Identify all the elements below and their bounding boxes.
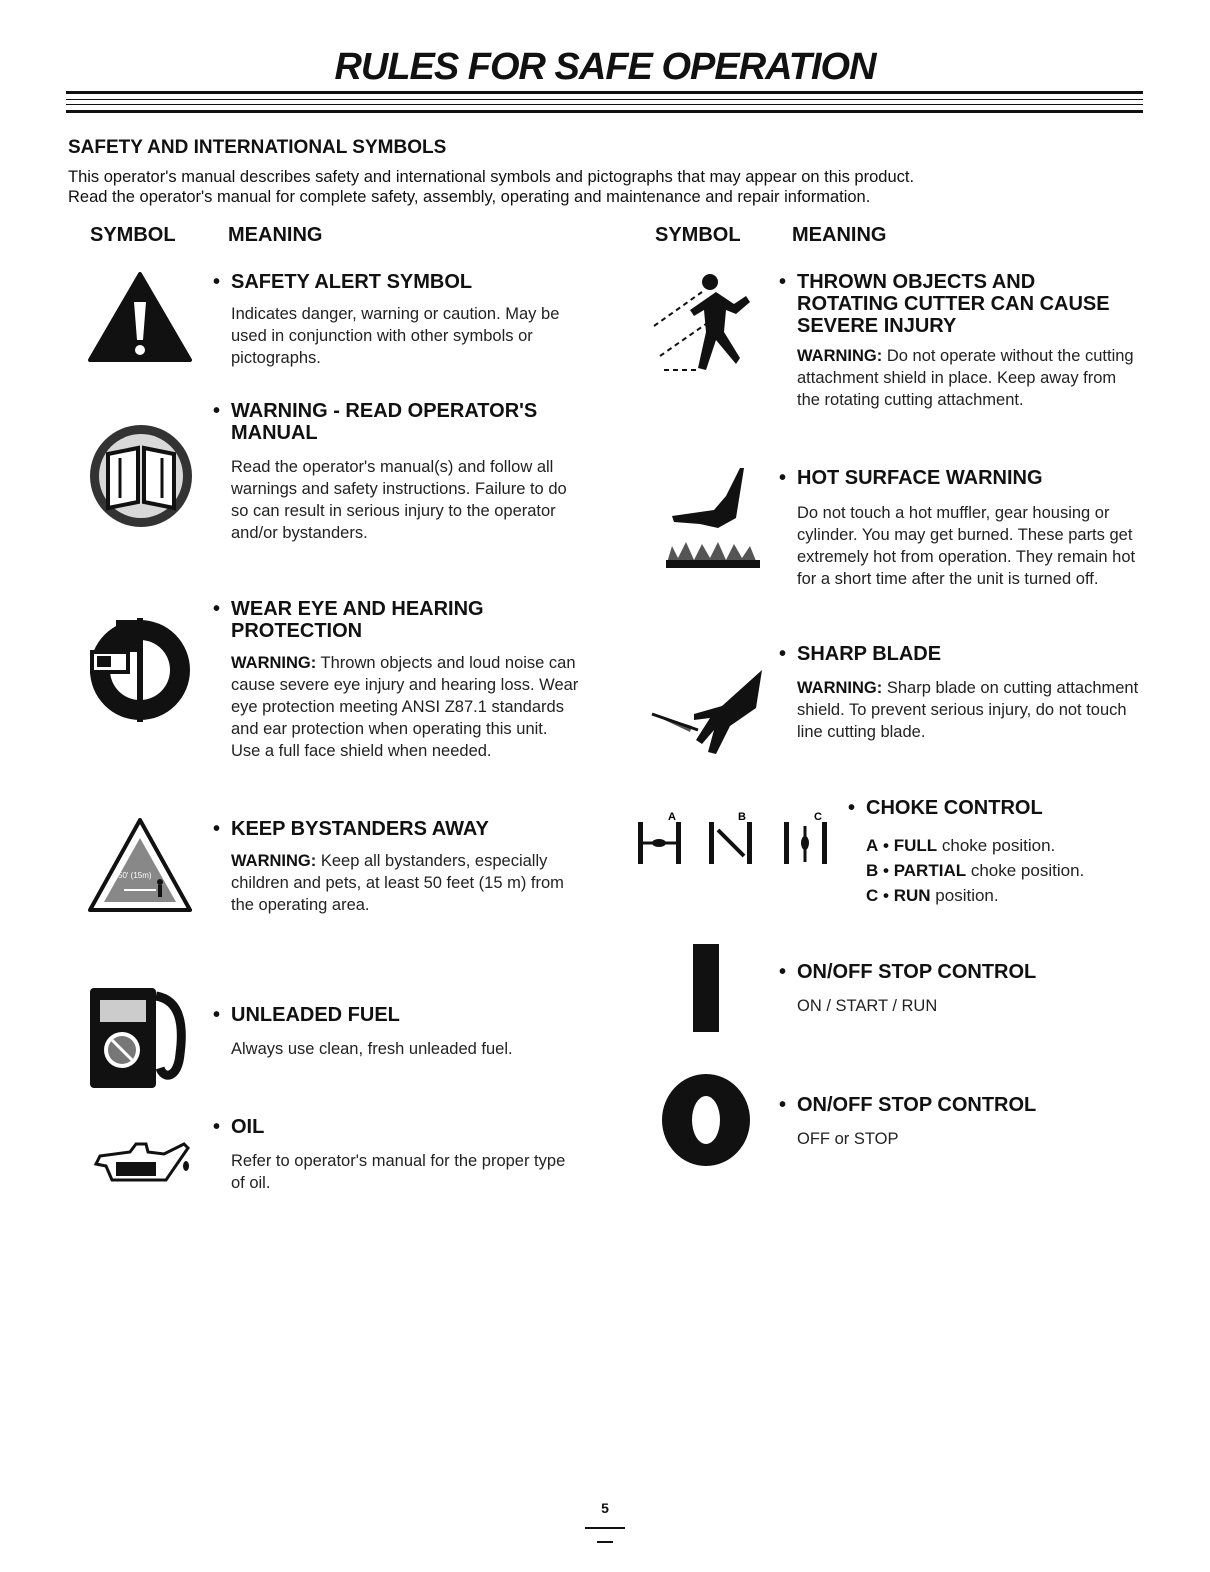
- item-read-manual: [213, 400, 581, 544]
- section-heading: SAFETY AND INTERNATIONAL SYMBOLS: [68, 137, 447, 158]
- item-title: KEEP BYSTANDERS AWAY: [231, 818, 489, 840]
- eye-hearing-protection-icon: [88, 618, 192, 722]
- item-choke-control: [848, 797, 1146, 908]
- safety-alert-icon: [88, 272, 192, 364]
- item-title: WEAR EYE AND HEARING PROTECTION: [231, 598, 484, 642]
- page-title: RULES FOR SAFE OPERATION: [334, 46, 876, 88]
- item-body: Do not touch a hot muffler, gear housing or cylinder. You may get burned. These parts get extremely hot from operation. They remain hot for a short time after the unit is turned off.: [797, 504, 1136, 588]
- item-body: Refer to operator's manual for the proper type of oil.: [231, 1152, 566, 1192]
- item-title: SHARP BLADE: [797, 643, 942, 665]
- item-title: HOT SURFACE WARNING: [797, 467, 1043, 489]
- oil-can-icon: [92, 1136, 192, 1188]
- bullet: •: [779, 1094, 787, 1116]
- bullet: •: [848, 797, 856, 819]
- read-manual-icon: [88, 424, 194, 528]
- off-symbol-icon: [660, 1072, 752, 1168]
- title-rule-4: [66, 110, 1143, 113]
- page-number: 5: [601, 1500, 609, 1516]
- intro-line-2: Read the operator's manual for complete safety, assembly, operating and maintenance and repair information.: [68, 188, 871, 206]
- bullet: •: [779, 467, 787, 489]
- choke-line-c: C • RUN position.: [866, 886, 999, 905]
- bullet: •: [213, 598, 221, 620]
- item-off-control: [779, 1094, 1142, 1150]
- item-body: Keep all bystanders, especially children and pets, at least 50 feet (15 m) from the operating area.: [231, 852, 564, 914]
- item-title: OIL: [231, 1116, 265, 1138]
- item-body: Do not operate without the cutting attachment shield in place. Keep away from the rotating cutting attachment.: [797, 347, 1134, 409]
- intro-text: [68, 167, 1148, 207]
- item-title: WARNING - READ OPERATOR'S MANUAL: [231, 400, 538, 444]
- bullet: •: [779, 643, 787, 665]
- choke-full-symbol: [638, 811, 681, 864]
- page-number-rule-2: [597, 1541, 613, 1543]
- warning-lead: WARNING:: [231, 654, 317, 672]
- bullet: •: [213, 1004, 221, 1026]
- bullet: •: [779, 271, 787, 293]
- item-unleaded-fuel: [213, 1004, 581, 1060]
- warning-lead: WARNING:: [231, 852, 317, 870]
- choke-control-icon: [634, 806, 834, 866]
- page-number-rule: [585, 1527, 625, 1529]
- item-safety-alert: [213, 271, 581, 369]
- hot-surface-icon: [664, 466, 764, 570]
- item-title: ON/OFF STOP CONTROL: [797, 961, 1037, 983]
- item-on-control: [779, 961, 1142, 1017]
- bullet: •: [779, 961, 787, 983]
- unleaded-fuel-icon: [88, 984, 192, 1090]
- item-eye-hearing: [213, 598, 581, 762]
- item-keep-bystanders: [213, 818, 581, 916]
- intro-line-1: This operator's manual describes safety and international symbols and pictographs that may appear on this product.: [68, 168, 915, 186]
- bullet: •: [213, 1116, 221, 1138]
- choke-letter-b: B: [738, 811, 746, 823]
- distance-label: 50' (15m): [118, 871, 152, 880]
- item-thrown-objects: [779, 271, 1142, 411]
- choke-letter-c: C: [814, 811, 822, 823]
- title-rule-1: [66, 91, 1143, 94]
- choke-line-a: A • FULL choke position.: [866, 836, 1056, 855]
- right-symbol-header: SYMBOL: [655, 224, 741, 246]
- item-body: Indicates danger, warning or caution. May be used in conjunction with other symbols or pictographs.: [231, 305, 560, 367]
- item-title: CHOKE CONTROL: [866, 797, 1043, 819]
- bullet: •: [213, 400, 221, 422]
- warning-lead: WARNING:: [797, 679, 883, 697]
- bullet: •: [213, 818, 221, 840]
- item-title: ON/OFF STOP CONTROL: [797, 1094, 1037, 1116]
- left-symbol-header: SYMBOL: [90, 224, 176, 246]
- item-body: OFF or STOP: [797, 1130, 899, 1148]
- choke-letter-a: A: [668, 811, 676, 823]
- item-oil: [213, 1116, 581, 1194]
- item-body: Read the operator's manual(s) and follow all warnings and safety instructions. Failure to do so can result in serious injury to the operator and/or bystanders.: [231, 458, 567, 542]
- item-title: THROWN OBJECTS AND ROTATING CUTTER CAN CAUSE SEVERE INJURY: [797, 271, 1110, 337]
- item-body: ON / START / RUN: [797, 997, 938, 1015]
- title-rule-3: [66, 104, 1143, 105]
- choke-run-symbol: [784, 811, 827, 864]
- title-rule-2: [66, 99, 1143, 100]
- item-sharp-blade: [779, 643, 1142, 743]
- item-body: Sharp blade on cutting attachment shield. To prevent serious injury, do not touch line cutting blade.: [797, 679, 1139, 741]
- thrown-objects-icon: [650, 270, 762, 376]
- keep-bystanders-away-icon: [88, 818, 192, 914]
- item-body: Thrown objects and loud noise can cause severe eye injury and hearing loss. Wear eye protection meeting ANSI Z87.1 standards and ear protection when operating this unit. Use a full face shield when needed.: [231, 654, 579, 760]
- item-title: SAFETY ALERT SYMBOL: [231, 271, 473, 293]
- item-title: UNLEADED FUEL: [231, 1004, 400, 1026]
- left-meaning-header: MEANING: [228, 224, 323, 246]
- on-symbol-icon: [693, 944, 719, 1032]
- choke-partial-symbol: [709, 811, 752, 864]
- right-meaning-header: MEANING: [792, 224, 887, 246]
- sharp-blade-icon: [650, 668, 766, 760]
- item-body: Always use clean, fresh unleaded fuel.: [231, 1040, 513, 1058]
- warning-lead: WARNING:: [797, 347, 883, 365]
- bullet: •: [213, 271, 221, 293]
- item-hot-surface: [779, 467, 1142, 590]
- choke-line-b: B • PARTIAL choke position.: [866, 861, 1085, 880]
